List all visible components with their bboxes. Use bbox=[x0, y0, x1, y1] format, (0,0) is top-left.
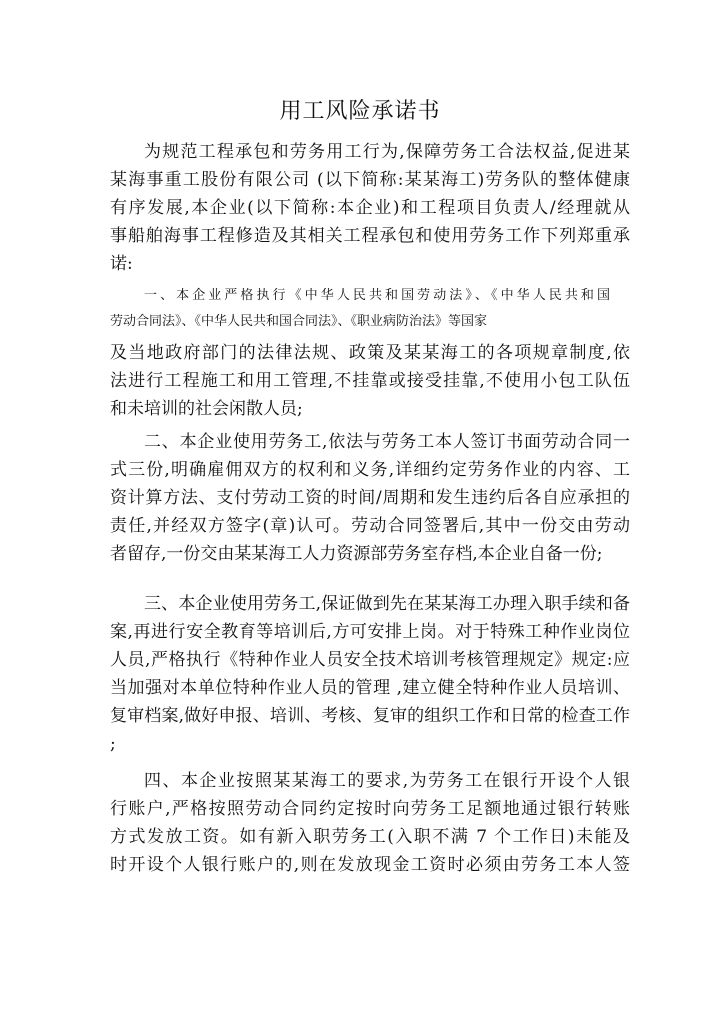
paragraph-clause-3 bbox=[110, 590, 630, 758]
text-line: 三、本企业使用劳务工,保证做到先在某某海工办理入职手续和备 bbox=[144, 594, 630, 614]
text-line: 者留存,一份交由某某海工人力资源部劳务室存档,本企业自备一份; bbox=[110, 544, 603, 564]
text-line: 式三份,明确雇佣双方的权利和义务,详细约定劳务作业的内容、工 bbox=[110, 460, 630, 480]
paragraph-intro bbox=[110, 138, 630, 278]
document-title: 用工风险承诺书 bbox=[279, 99, 441, 124]
text-line: 四、本企业按照某某海工的要求,为劳务工在银行开设个人银 bbox=[144, 771, 630, 791]
text-line: 复审档案,做好申报、培训、考核、复审的组织工作和日常的检查工作 bbox=[110, 706, 630, 726]
text-line: 时开设个人银行账户的,则在发放现金工资时必须由劳务工本人签 bbox=[110, 855, 630, 875]
text-line: ; bbox=[110, 734, 116, 754]
paragraph-clause-4 bbox=[110, 767, 630, 879]
text-line: 某海事重工股份有限公司 (以下简称:某某海工)劳务队的整体健康 bbox=[110, 170, 630, 190]
text-line: 劳动合同法》、《中华人民共和国合同法》、《职业病防治法》等国家 bbox=[110, 314, 488, 329]
paragraph-clause-1-body bbox=[110, 339, 630, 423]
text-line: 方式发放工资。如有新入职劳务工(入职不满 7 个工作日)未能及 bbox=[110, 827, 630, 847]
text-line: 二、本企业使用劳务工,依法与劳务工本人签订书面劳动合同一 bbox=[144, 432, 630, 452]
text-line: 及当地政府部门的法律法规、政策及某某海工的各项规章制度,依 bbox=[110, 343, 630, 363]
text-line: 人员,严格执行《特种作业人员安全技术培训考核管理规定》规定:应 bbox=[110, 650, 630, 670]
text-line: 有序发展,本企业(以下简称:本企业)和工程项目负责人/经理就从 bbox=[110, 198, 630, 218]
text-line: 法进行工程施工和用工管理,不挂靠或接受挂靠,不使用小包工队伍 bbox=[110, 371, 630, 391]
text-line: 行账户,严格按照劳动合同约定按时向劳务工足额地通过银行转账 bbox=[110, 799, 630, 819]
text-line: 诺: bbox=[110, 254, 133, 274]
text-line: 当加强对本单位特种作业人员的管理 ,建立健全特种作业人员培训、 bbox=[110, 678, 630, 698]
text-line: 责任,并经双方签字(章)认可。劳动合同签署后,其中一份交由劳动 bbox=[110, 516, 630, 536]
text-line: 事船舶海事工程修造及其相关工程承包和使用劳务工作下列郑重承 bbox=[110, 226, 630, 246]
text-line: 案,再进行安全教育等培训后,方可安排上岗。对于特殊工种作业岗位 bbox=[110, 622, 630, 642]
paragraph-clause-2 bbox=[110, 428, 630, 568]
text-line: 为规范工程承包和劳务用工行为,保障劳务工合法权益,促进某 bbox=[144, 142, 630, 162]
text-line: 一、本企业严格执行《中华人民共和国劳动法》、《中华人民共和国 bbox=[144, 288, 610, 303]
paragraph-clause-1-head bbox=[110, 283, 610, 335]
text-line: 资计算方法、支付劳动工资的时间/周期和发生违约后各自应承担的 bbox=[110, 488, 630, 508]
text-line: 和未培训的社会闲散人员; bbox=[110, 399, 303, 419]
